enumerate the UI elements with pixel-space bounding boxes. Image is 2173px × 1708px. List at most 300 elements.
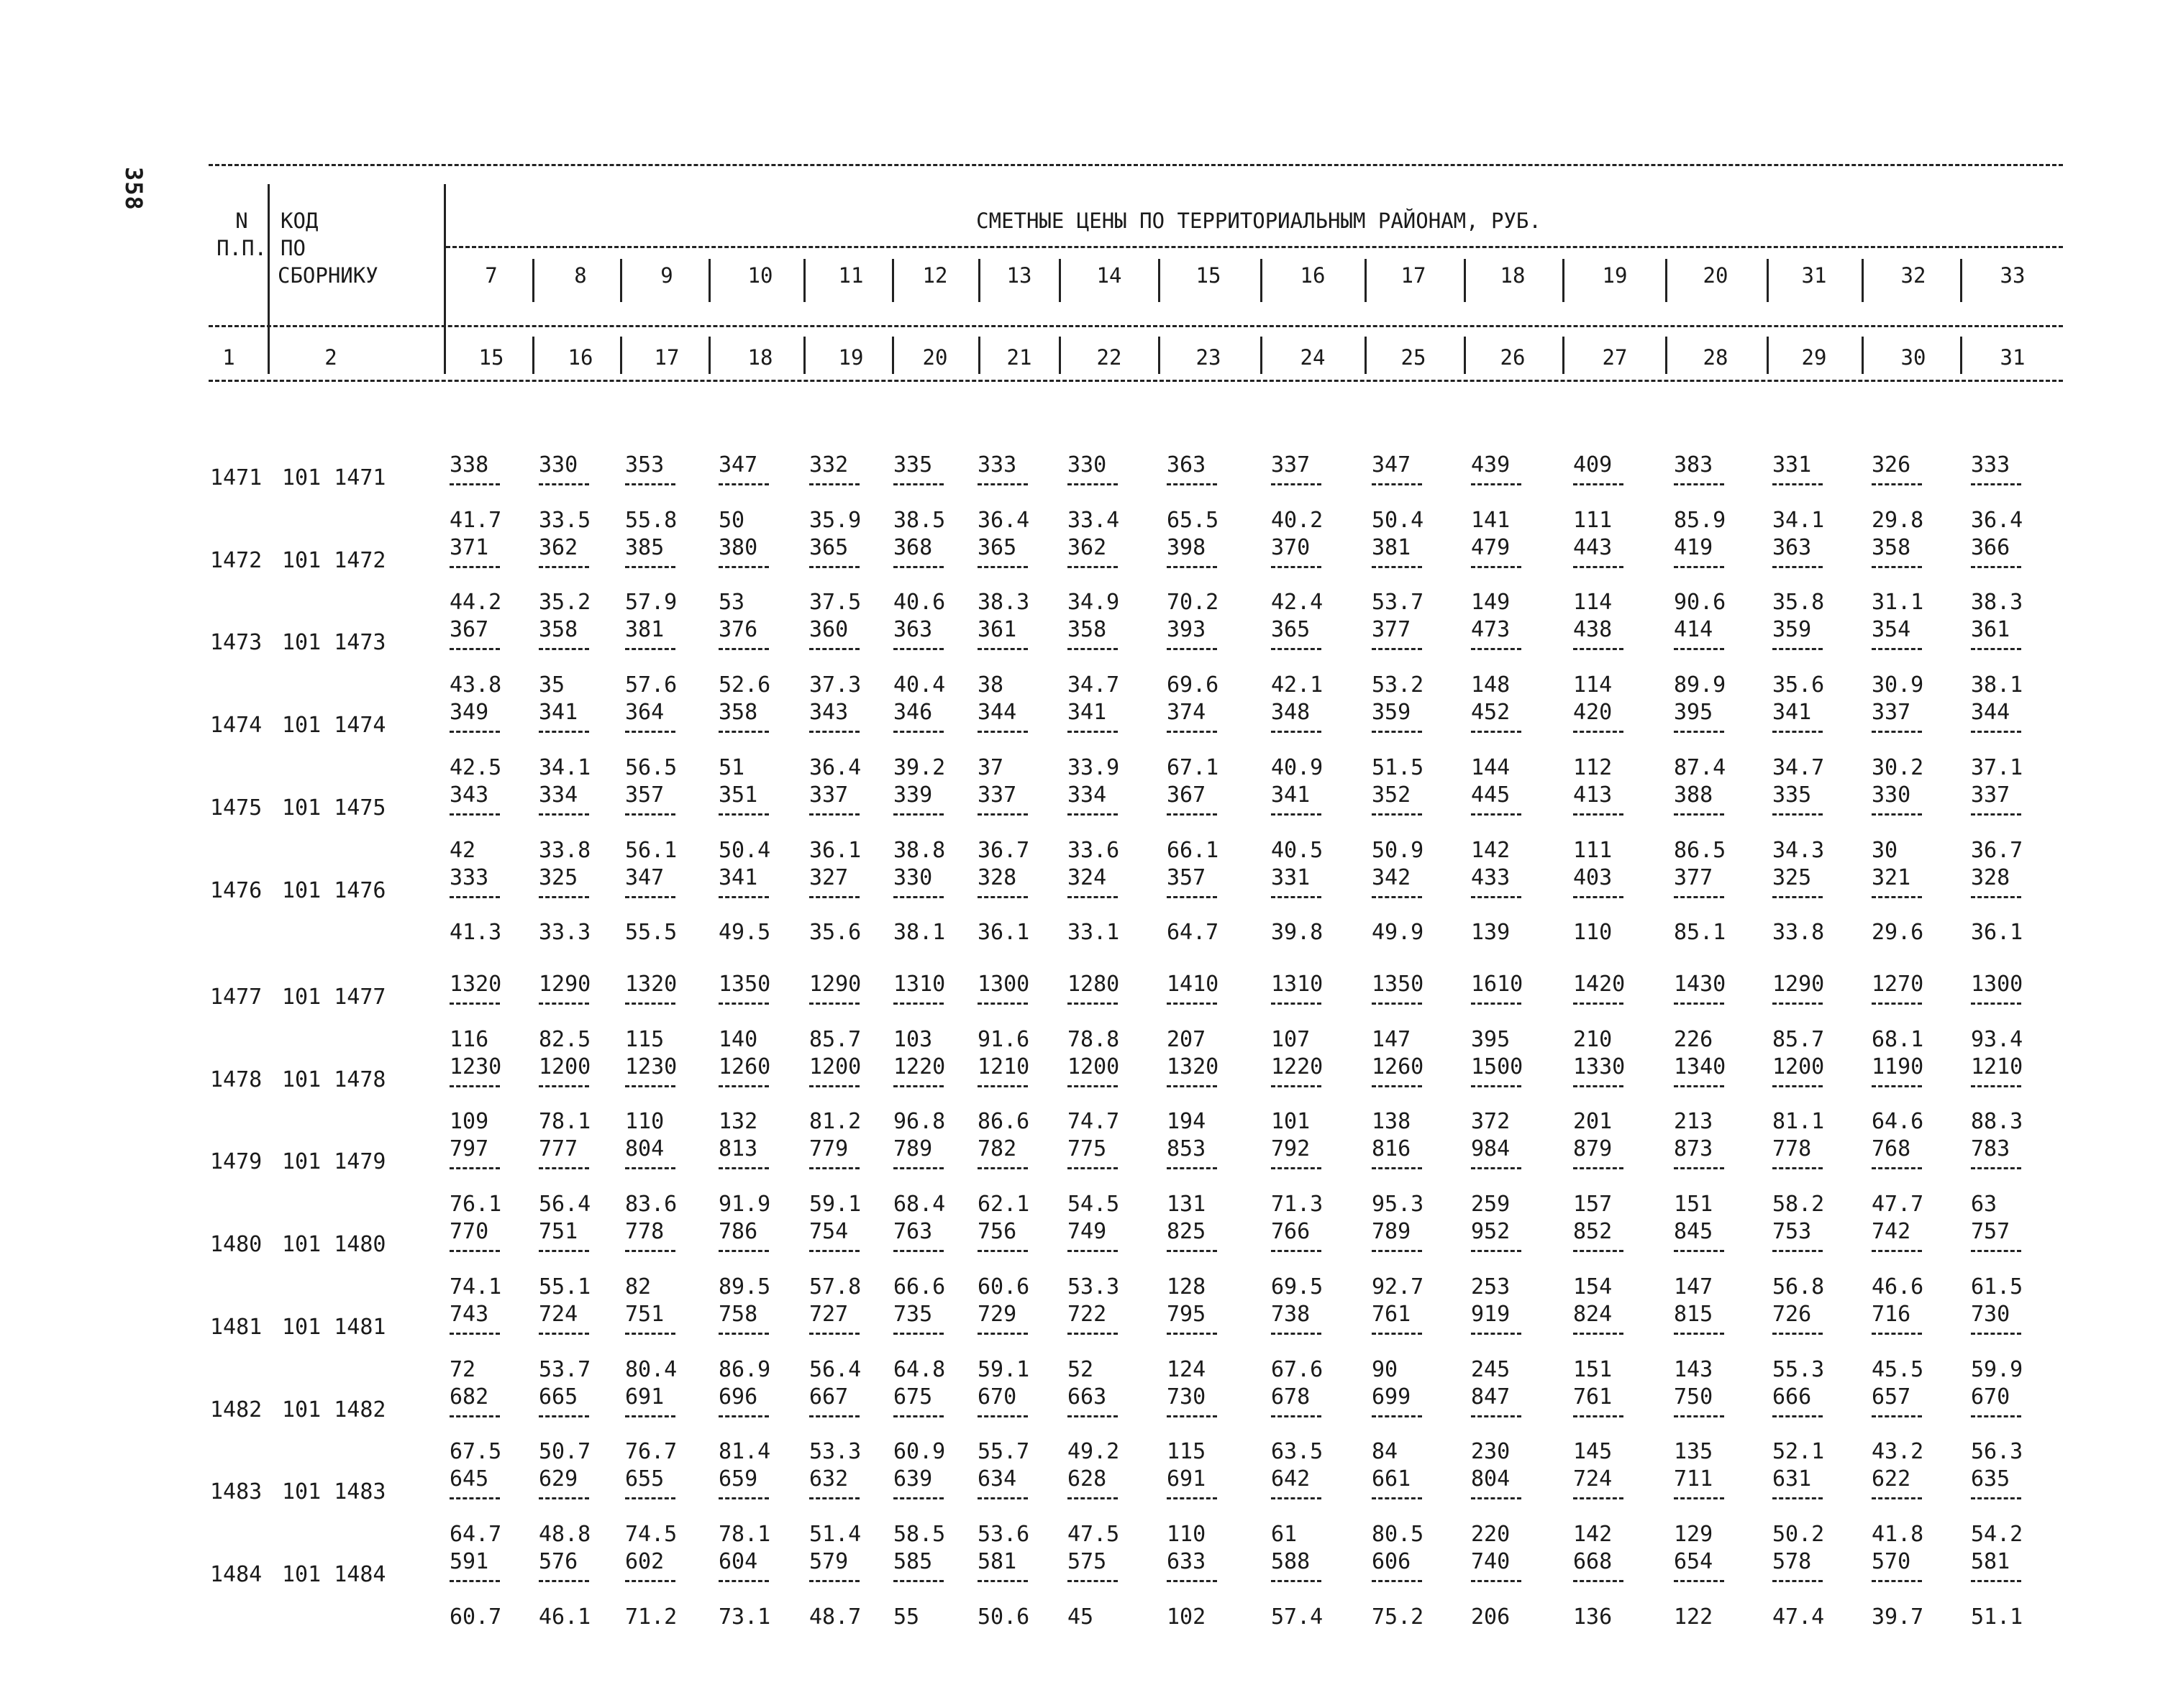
- rule-v-index-5: [978, 337, 980, 374]
- rule-v-region-1: [620, 259, 622, 302]
- fraction-bar: [1067, 1333, 1118, 1335]
- price-lower: 50.2: [1772, 1521, 1825, 1547]
- price-lower: 53.7: [1372, 590, 1424, 616]
- price-upper: 606: [1372, 1548, 1411, 1574]
- price-lower: 37.1: [1971, 754, 2023, 780]
- price-upper: 381: [625, 617, 665, 643]
- price-upper: 333: [1971, 452, 2010, 478]
- fraction-bar: [1471, 1497, 1521, 1499]
- price-upper: 729: [978, 1301, 1017, 1327]
- price-upper: 585: [893, 1548, 933, 1574]
- price-upper: 730: [1971, 1301, 2010, 1327]
- fraction-bar: [978, 1580, 1028, 1582]
- fraction-bar: [893, 1497, 944, 1499]
- fraction-bar: [1573, 896, 1623, 898]
- price-upper: 330: [539, 452, 578, 478]
- price-lower: 60.9: [893, 1439, 946, 1465]
- region-label: 12: [922, 263, 948, 288]
- price-upper: 735: [893, 1301, 933, 1327]
- price-upper: 327: [809, 864, 849, 890]
- fraction-bar: [1271, 1415, 1321, 1417]
- fraction-bar: [1971, 566, 2021, 568]
- rule-v-region-0: [532, 259, 534, 302]
- fraction-bar: [1971, 1415, 2021, 1417]
- fraction-bar: [1067, 1580, 1118, 1582]
- price-lower: 102: [1167, 1604, 1206, 1630]
- fraction-bar: [1971, 1003, 2021, 1005]
- price-upper: 675: [893, 1384, 933, 1410]
- price-upper: 344: [978, 700, 1017, 726]
- price-upper: 581: [1971, 1548, 2010, 1574]
- row-code: 101 1477: [282, 985, 386, 1010]
- price-lower: 40.5: [1271, 837, 1324, 863]
- price-upper: 358: [1067, 617, 1107, 643]
- rule-v-region-6: [1059, 259, 1061, 302]
- price-lower: 68.1: [1872, 1026, 1924, 1052]
- price-lower: 38.3: [1971, 590, 2023, 616]
- fraction-bar: [893, 731, 944, 733]
- rule-v-index-10: [1464, 337, 1466, 374]
- price-upper: 761: [1573, 1384, 1613, 1410]
- column-index: 16: [568, 345, 593, 370]
- row-number: 1483: [210, 1479, 263, 1505]
- price-lower: 43.8: [450, 672, 502, 698]
- fraction-bar: [893, 648, 944, 650]
- price-upper: 634: [978, 1466, 1017, 1492]
- fraction-bar: [1772, 566, 1823, 568]
- fraction-bar: [1067, 1415, 1118, 1417]
- fraction-bar: [1872, 483, 1922, 485]
- price-lower: 141: [1471, 507, 1511, 533]
- rule-v-region-14: [1862, 259, 1864, 302]
- fraction-bar: [809, 566, 860, 568]
- fraction-bar: [719, 731, 769, 733]
- price-lower: 37.3: [809, 672, 862, 698]
- price-upper: 362: [1067, 534, 1107, 560]
- row-number: 1481: [210, 1314, 263, 1340]
- price-lower: 51.1: [1971, 1604, 2023, 1630]
- fraction-bar: [978, 896, 1028, 898]
- fraction-bar: [1271, 566, 1321, 568]
- price-upper: 341: [1271, 782, 1311, 808]
- price-upper: 665: [539, 1384, 578, 1410]
- price-lower: 48.7: [809, 1604, 862, 1630]
- fraction-bar: [1674, 1333, 1724, 1335]
- price-lower: 50.4: [1372, 507, 1424, 533]
- price-upper: 358: [1872, 534, 1911, 560]
- fraction-bar: [1167, 1333, 1217, 1335]
- fraction-bar: [1971, 731, 2021, 733]
- price-upper: 337: [1971, 782, 2010, 808]
- price-lower: 67.1: [1167, 754, 1219, 780]
- price-upper: 1340: [1674, 1054, 1726, 1079]
- price-lower: 40.6: [893, 590, 946, 616]
- price-lower: 53.2: [1372, 672, 1424, 698]
- fraction-bar: [1167, 648, 1217, 650]
- price-lower: 50.6: [978, 1604, 1030, 1630]
- price-upper: 359: [1772, 617, 1812, 643]
- rule-v-index-2: [709, 337, 711, 374]
- header-col2-line1: КОД: [281, 209, 319, 233]
- price-upper: 341: [539, 700, 578, 726]
- price-lower: 36.1: [1971, 920, 2023, 946]
- price-upper: 1300: [978, 972, 1030, 997]
- price-upper: 331: [1772, 452, 1812, 478]
- price-upper: 383: [1674, 452, 1713, 478]
- region-label: 8: [574, 263, 587, 288]
- price-lower: 149: [1471, 590, 1511, 616]
- price-lower: 81.2: [809, 1109, 862, 1135]
- row-code: 101 1479: [282, 1149, 386, 1175]
- price-lower: 38.8: [893, 837, 946, 863]
- fraction-bar: [1971, 648, 2021, 650]
- fraction-bar: [1674, 731, 1724, 733]
- price-upper: 816: [1372, 1136, 1411, 1162]
- fraction-bar: [1471, 1167, 1521, 1169]
- price-upper: 750: [1674, 1384, 1713, 1410]
- price-upper: 443: [1573, 534, 1613, 560]
- fraction-bar: [978, 648, 1028, 650]
- row-code: 101 1481: [282, 1314, 386, 1340]
- price-upper: 388: [1674, 782, 1713, 808]
- fraction-bar: [1872, 1167, 1922, 1169]
- price-upper: 1330: [1573, 1054, 1626, 1079]
- fraction-bar: [978, 1003, 1028, 1005]
- fraction-bar: [1271, 813, 1321, 816]
- price-upper: 1230: [450, 1054, 502, 1079]
- price-upper: 403: [1573, 864, 1613, 890]
- price-upper: 845: [1674, 1219, 1713, 1245]
- price-lower: 50.4: [719, 837, 771, 863]
- price-upper: 1310: [893, 972, 946, 997]
- row-code: 101 1475: [282, 795, 386, 821]
- price-upper: 1260: [1372, 1054, 1424, 1079]
- price-lower: 54.2: [1971, 1521, 2023, 1547]
- price-upper: 804: [625, 1136, 665, 1162]
- fraction-bar: [625, 1497, 675, 1499]
- rule-v-region-13: [1767, 259, 1769, 302]
- price-lower: 101: [1271, 1109, 1311, 1135]
- price-upper: 777: [539, 1136, 578, 1162]
- row-number: 1477: [210, 985, 263, 1010]
- price-upper: 789: [1372, 1219, 1411, 1245]
- price-upper: 339: [893, 782, 933, 808]
- price-upper: 1320: [450, 972, 502, 997]
- rule-v-index-1: [620, 337, 622, 374]
- price-upper: 1350: [719, 972, 771, 997]
- price-lower: 44.2: [450, 590, 502, 616]
- fraction-bar: [1674, 1167, 1724, 1169]
- price-upper: 325: [539, 864, 578, 890]
- price-lower: 42.4: [1271, 590, 1324, 616]
- row-number: 1480: [210, 1232, 263, 1258]
- price-lower: 201: [1573, 1109, 1613, 1135]
- price-upper: 367: [1167, 782, 1206, 808]
- price-upper: 813: [719, 1136, 758, 1162]
- price-upper: 439: [1471, 452, 1511, 478]
- fraction-bar: [1471, 1085, 1521, 1087]
- price-lower: 87.4: [1674, 754, 1726, 780]
- price-lower: 34.3: [1772, 837, 1825, 863]
- fraction-bar: [1067, 1003, 1118, 1005]
- fraction-bar: [625, 1250, 675, 1252]
- fraction-bar: [1772, 483, 1823, 485]
- price-upper: 337: [1271, 452, 1311, 478]
- fraction-bar: [625, 483, 675, 485]
- price-upper: 1200: [1067, 1054, 1120, 1079]
- fraction-bar: [1674, 1003, 1724, 1005]
- fraction-bar: [978, 813, 1028, 816]
- price-upper: 742: [1872, 1219, 1911, 1245]
- price-lower: 45: [1067, 1604, 1094, 1630]
- fraction-bar: [1573, 483, 1623, 485]
- fraction-bar: [1067, 1085, 1118, 1087]
- row-code: 101 1472: [282, 547, 386, 573]
- column-index: 21: [1006, 345, 1032, 370]
- fraction-bar: [1372, 648, 1422, 650]
- price-lower: 136: [1573, 1604, 1613, 1630]
- fraction-bar: [1872, 566, 1922, 568]
- fraction-bar: [450, 648, 500, 650]
- price-lower: 64.7: [450, 1521, 502, 1547]
- price-lower: 56.4: [809, 1356, 862, 1382]
- row-number: 1478: [210, 1067, 263, 1092]
- price-upper: 363: [1772, 534, 1812, 560]
- fraction-bar: [625, 1580, 675, 1582]
- price-upper: 667: [809, 1384, 849, 1410]
- fraction-bar: [1573, 1580, 1623, 1582]
- price-upper: 602: [625, 1548, 665, 1574]
- price-lower: 42: [450, 837, 476, 863]
- rule-title: [446, 246, 2063, 248]
- price-lower: 56.1: [625, 837, 678, 863]
- row-code: 101 1478: [282, 1067, 386, 1092]
- price-lower: 34.1: [539, 754, 591, 780]
- fraction-bar: [450, 1580, 500, 1582]
- price-lower: 56.3: [1971, 1439, 2023, 1465]
- column-index: 17: [654, 345, 680, 370]
- price-lower: 86.5: [1674, 837, 1726, 863]
- fraction-bar: [1271, 1580, 1321, 1582]
- price-lower: 55: [893, 1604, 920, 1630]
- price-upper: 479: [1471, 534, 1511, 560]
- region-label: 15: [1195, 263, 1221, 288]
- price-lower: 372: [1471, 1109, 1511, 1135]
- price-lower: 57.4: [1271, 1604, 1324, 1630]
- fraction-bar: [719, 1497, 769, 1499]
- fraction-bar: [1372, 813, 1422, 816]
- price-upper: 366: [1971, 534, 2010, 560]
- price-lower: 33.4: [1067, 507, 1120, 533]
- price-lower: 53: [719, 590, 745, 616]
- price-upper: 335: [893, 452, 933, 478]
- fraction-bar: [539, 1250, 589, 1252]
- fraction-bar: [1471, 1580, 1521, 1582]
- fraction-bar: [450, 1003, 500, 1005]
- region-label: 32: [1900, 263, 1926, 288]
- price-lower: 29.8: [1872, 507, 1924, 533]
- price-lower: 36.1: [809, 837, 862, 863]
- price-upper: 1260: [719, 1054, 771, 1079]
- price-lower: 47.7: [1872, 1192, 1924, 1218]
- fraction-bar: [1167, 483, 1217, 485]
- fraction-bar: [1067, 1167, 1118, 1169]
- price-lower: 69.6: [1167, 672, 1219, 698]
- fraction-bar: [1674, 1250, 1724, 1252]
- price-upper: 778: [625, 1219, 665, 1245]
- price-upper: 330: [1067, 452, 1107, 478]
- price-upper: 395: [1674, 700, 1713, 726]
- price-lower: 56.4: [539, 1192, 591, 1218]
- price-lower: 61: [1271, 1521, 1298, 1547]
- price-lower: 47.4: [1772, 1604, 1825, 1630]
- price-lower: 35.2: [539, 590, 591, 616]
- fraction-bar: [1271, 1167, 1321, 1169]
- region-label: 14: [1096, 263, 1122, 288]
- fraction-bar: [450, 1415, 500, 1417]
- price-upper: 344: [1971, 700, 2010, 726]
- price-lower: 57.8: [809, 1274, 862, 1300]
- column-index: 24: [1300, 345, 1326, 370]
- price-lower: 55.8: [625, 507, 678, 533]
- fraction-bar: [1772, 896, 1823, 898]
- rule-v-region-10: [1464, 259, 1466, 302]
- fraction-bar: [1573, 1250, 1623, 1252]
- price-lower: 57.9: [625, 590, 678, 616]
- price-upper: 1320: [625, 972, 678, 997]
- price-lower: 69.5: [1271, 1274, 1324, 1300]
- price-upper: 1290: [539, 972, 591, 997]
- fraction-bar: [1167, 1085, 1217, 1087]
- fraction-bar: [1471, 648, 1521, 650]
- fraction-bar: [893, 483, 944, 485]
- price-upper: 1190: [1872, 1054, 1924, 1079]
- price-lower: 48.8: [539, 1521, 591, 1547]
- rule-v-col2: [444, 184, 446, 374]
- price-lower: 53.3: [1067, 1274, 1120, 1300]
- price-lower: 138: [1372, 1109, 1411, 1135]
- fraction-bar: [1471, 1250, 1521, 1252]
- fraction-bar: [1167, 1250, 1217, 1252]
- fraction-bar: [1674, 566, 1724, 568]
- price-lower: 56.8: [1772, 1274, 1825, 1300]
- row-code: 101 1476: [282, 877, 386, 903]
- fraction-bar: [1471, 1003, 1521, 1005]
- fraction-bar: [1772, 1333, 1823, 1335]
- fraction-bar: [1772, 1003, 1823, 1005]
- price-upper: 795: [1167, 1301, 1206, 1327]
- price-upper: 804: [1471, 1466, 1511, 1492]
- row-number: 1473: [210, 630, 263, 656]
- price-lower: 53.6: [978, 1521, 1030, 1547]
- rule-v-region-9: [1365, 259, 1367, 302]
- region-label: 9: [660, 263, 673, 288]
- fraction-bar: [450, 1250, 500, 1252]
- price-upper: 753: [1772, 1219, 1812, 1245]
- price-upper: 783: [1971, 1136, 2010, 1162]
- fraction-bar: [1372, 1333, 1422, 1335]
- price-lower: 128: [1167, 1274, 1206, 1300]
- price-upper: 786: [719, 1219, 758, 1245]
- price-upper: 639: [893, 1466, 933, 1492]
- fraction-bar: [1674, 813, 1724, 816]
- price-lower: 63.5: [1271, 1439, 1324, 1465]
- fraction-bar: [1971, 813, 2021, 816]
- price-lower: 64.8: [893, 1356, 946, 1382]
- fraction-bar: [809, 1415, 860, 1417]
- fraction-bar: [1067, 483, 1118, 485]
- price-upper: 642: [1271, 1466, 1311, 1492]
- price-upper: 604: [719, 1548, 758, 1574]
- fraction-bar: [1674, 1580, 1724, 1582]
- fraction-bar: [1471, 483, 1521, 485]
- fraction-bar: [539, 896, 589, 898]
- price-upper: 343: [809, 700, 849, 726]
- rule-v-region-5: [978, 259, 980, 302]
- rule-v-index-7: [1158, 337, 1160, 374]
- fraction-bar: [809, 648, 860, 650]
- fraction-bar: [1674, 483, 1724, 485]
- price-upper: 751: [625, 1301, 665, 1327]
- price-upper: 334: [1067, 782, 1107, 808]
- price-upper: 668: [1573, 1548, 1613, 1574]
- row-code: 101 1474: [282, 713, 386, 739]
- price-lower: 220: [1471, 1521, 1511, 1547]
- price-lower: 135: [1674, 1439, 1713, 1465]
- fraction-bar: [625, 813, 675, 816]
- fraction-bar: [1772, 1085, 1823, 1087]
- price-upper: 1200: [809, 1054, 862, 1079]
- price-lower: 49.2: [1067, 1439, 1120, 1465]
- price-lower: 40.9: [1271, 754, 1324, 780]
- price-lower: 40.2: [1271, 507, 1324, 533]
- fraction-bar: [450, 896, 500, 898]
- rule-v-index-0: [532, 337, 534, 374]
- price-upper: 789: [893, 1136, 933, 1162]
- row-code: 101 1480: [282, 1232, 386, 1258]
- fraction-bar: [1872, 813, 1922, 816]
- fraction-bar: [1872, 1250, 1922, 1252]
- price-upper: 716: [1872, 1301, 1911, 1327]
- rule-header: [209, 325, 2063, 327]
- price-lower: 53.7: [539, 1356, 591, 1382]
- fraction-bar: [1067, 731, 1118, 733]
- price-lower: 53.3: [809, 1439, 862, 1465]
- price-lower: 38.1: [893, 920, 946, 946]
- price-lower: 116: [450, 1026, 489, 1052]
- rule-top: [209, 164, 2063, 166]
- fraction-bar: [1971, 1250, 2021, 1252]
- price-lower: 33.1: [1067, 920, 1120, 946]
- fraction-bar: [1674, 1497, 1724, 1499]
- fraction-bar: [978, 1250, 1028, 1252]
- price-lower: 124: [1167, 1356, 1206, 1382]
- fraction-bar: [719, 1415, 769, 1417]
- column-index: 19: [838, 345, 864, 370]
- fraction-bar: [1271, 1003, 1321, 1005]
- price-upper: 730: [1167, 1384, 1206, 1410]
- price-lower: 144: [1471, 754, 1511, 780]
- price-lower: 111: [1573, 507, 1613, 533]
- price-upper: 341: [1067, 700, 1107, 726]
- price-lower: 85.7: [1772, 1026, 1825, 1052]
- price-lower: 59.1: [809, 1192, 862, 1218]
- fraction-bar: [1971, 1333, 2021, 1335]
- fraction-bar: [625, 1333, 675, 1335]
- price-lower: 147: [1372, 1026, 1411, 1052]
- price-upper: 380: [719, 534, 758, 560]
- price-upper: 351: [719, 782, 758, 808]
